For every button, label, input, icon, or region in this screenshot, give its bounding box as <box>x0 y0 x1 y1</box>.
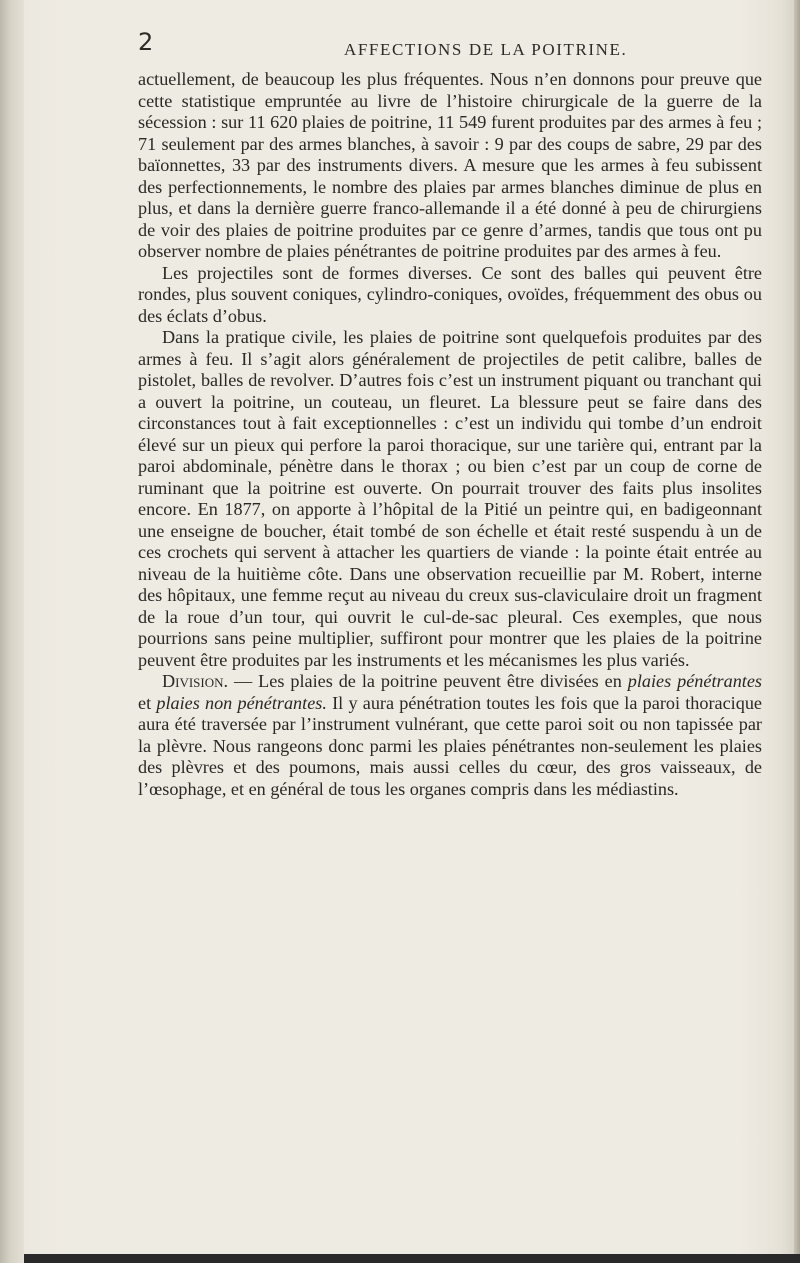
paragraph-4 <box>138 671 762 800</box>
paragraph-1: actuellement, de beaucoup les plus fréquentes. Nous n’en donnons pour preuve que cette statistique empruntée au livre de l’histoire chirurgicale de la guerre de la sécession : sur 11 620 plaies de poitrine, 11 549 furent produites par des armes à feu ; 71 seulement par des armes blanches, à savoir : 9 par des coups de sabre, 29 par des baïonnettes, 33 par des instruments divers. A mesure que les armes à feu subissent des perfectionnements, le nombre des plaies par armes blanches diminue de plus en plus, et dans la dernière guerre franco-allemande il a été donné à peu de chirurgiens de voir des plaies de poitrine produites par ce genre d’armes, tandis que tous ont pu observer nombre de plaies pénétrantes de poitrine produites par des armes à feu. <box>138 69 762 261</box>
paragraph-4-text-a: — Les plaies de la poitrine peuvent être divisées en <box>228 671 628 691</box>
paragraph-4-text-b: et <box>138 692 157 713</box>
term-plaies-non-penetrantes: plaies non pénétrantes. <box>156 692 327 713</box>
term-plaies-penetrantes: plaies pénétrantes <box>627 671 762 691</box>
running-title: AFFECTIONS DE LA POITRINE. <box>344 40 628 59</box>
paragraph-4-text-c: Il y aura pénétration toutes les fois que la paroi thoracique aura été traversée par l’instrument vulnérant, que cette paroi soit ou non tapissée par la plèvre. Nous rangeons donc parmi les plaies pénétrantes non-seulement les plaies des plèvres et des poumons, mais aussi celles du cœur, des gros vaisseaux, de l’œsophage, et en général de tous les organes compris dans les médiastins. <box>138 692 762 799</box>
running-head <box>138 28 758 64</box>
paragraph-3: Dans la pratique civile, les plaies de poitrine sont quelquefois produites par des armes à feu. Il s’agit alors généralement de projectiles de petit calibre, balles de pistolet, balles de revolver. D’autres fois c’est un instrument piquant ou tranchant qui a ouvert la poitrine, un couteau, un fleuret. La blessure peut se faire dans des circonstances tout à fait exceptionnelles : c’est un individu qui tombe d’un endroit élevé sur un pieux qui perfore la paroi thoracique, sur une tarière qui, entrant par la paroi abdominale, pénètre dans le thorax ; ou bien c’est par un coup de corne de ruminant que la poitrine est ouverte. On pourrait trouver des faits plus insolites encore. En 1877, on apporte à l’hôpital de la Pitié un peintre qui, en badigeonnant une enseigne de boucher, était tombé de son échelle et était resté suspendu à un de ces crochets qui servent à attacher les quartiers de viande : la pointe était entrée au niveau de la huitième côte. Dans une observation recueillie par M. Robert, interne des hôpitaux, une femme reçut au niveau du creux sus-claviculaire droit un fragment de la roue d’un tour, qui ouvrit le cul-de-sac pleural. Ces exemples, que nous pourrions sans peine multiplier, suffiront pour montrer que les plaies de la poitrine peuvent être produites par les instruments et les mécanismes les plus variés. <box>138 327 762 670</box>
page-number: 2 <box>138 28 154 56</box>
body-text <box>138 69 762 800</box>
page-edge <box>794 0 800 1263</box>
section-lead-division: Division. <box>162 671 229 691</box>
paragraph-2: Les projectiles sont de formes diverses. Ce sont des balles qui peuvent être rondes, plus souvent coniques, cylindro-coniques, ovoïdes, fréquemment des obus ou des éclats d’obus. <box>138 262 762 326</box>
scan-bottom-edge <box>24 1254 800 1263</box>
binding-gutter <box>0 0 24 1263</box>
